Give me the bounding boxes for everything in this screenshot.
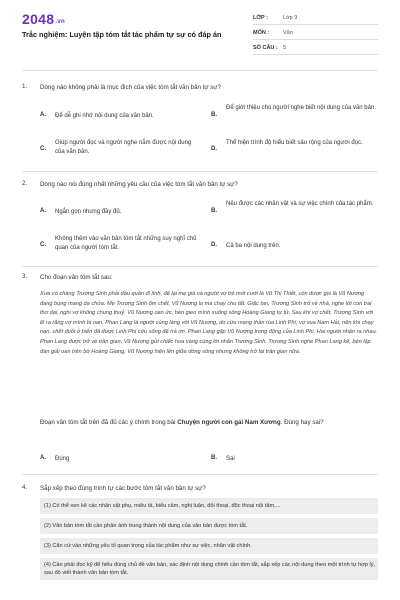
meta-label: LỚP : bbox=[253, 15, 268, 21]
option-a[interactable]: Để dễ ghi nhớ nội dung của văn bản. bbox=[55, 113, 154, 119]
followup-text: Đoạn văn tóm tắt trên đã đủ các ý chính trong bài bbox=[40, 419, 178, 426]
meta-row-subject bbox=[253, 27, 378, 40]
summary-passage: Xưa có chàng Trương Sinh phải đầu quân đi lính, để lại mẹ già và người vợ trẻ mới cưới là Vũ Thị Thiết, còn được gọi là Vũ Nương đang bụng mang dạ chửa. Mẹ Trương Sinh ốm chết, Vũ Nương lo ma chay chu tất. Giặc tan, Trương Sinh trở về nhà, nghe lời con trai thơ dại, nghi vợ không chung thuỷ. Vũ Nương oan ức, bèn gieo mình xuống sông Hoàng Giang tự tử. Sau khi vợ chết, Trương Sinh với lẽ ra rằng vợ mình bị oan. Phan Lang là người cùng làng với Vũ Nương, do cứu mạng thần rùa Linh Phi, vợ vua Nam Hải, nên khi chạy nạn, chết đuối ở biển đã được Linh Phi cứu sống để trả ơn. Phan Lang gặp Vũ Nương trong động của Linh Phi. Hai người nhận ra nhau. Phan Lang được trở về trần gian, Vũ Nương gửi chiếc hoa vàng cùng lời nhắn Trương Sinh. Trương Sinh nghe Phan Lang kể, bèn lập đàn giải oan trên bờ Hoàng Giang, Vũ Nương hiện lên giữa dòng sông nhưng không trở lại trần gian nữa. bbox=[40, 291, 378, 355]
divider bbox=[22, 70, 378, 71]
page-title: Trắc nghiệm: Luyện tập tóm tắt tác phẩm tự sự có đáp án bbox=[22, 30, 222, 39]
question-number: 3. bbox=[22, 273, 28, 280]
order-item-3[interactable]: (3) Căn cứ vào những yếu tố quan trọng của tác phẩm như sự việc, nhân vật chính. bbox=[40, 538, 378, 554]
option-letter: B. bbox=[211, 112, 217, 118]
option-d[interactable]: Cả ba nội dung trên. bbox=[226, 243, 281, 249]
meta-label: SỐ CÂU : bbox=[253, 45, 278, 51]
question-text: Dòng nào không phải là mục đích của việc tóm tắt văn bản tự sự? bbox=[40, 84, 221, 91]
option-d[interactable]: Thể hiện trình độ hiểu biết sâu rộng của người đọc. bbox=[226, 140, 363, 146]
option-letter: A. bbox=[40, 455, 46, 461]
option-c[interactable]: Không thêm vào văn bản tóm tắt những suy nghĩ chủ quan của người tóm tắt. bbox=[55, 236, 197, 251]
divider bbox=[22, 474, 378, 475]
logo-text: 2048 bbox=[22, 11, 55, 27]
header bbox=[0, 0, 400, 62]
meta-value: Lớp 9 bbox=[283, 15, 298, 21]
option-b[interactable]: Để giới thiệu cho người nghe biết nội dung của văn bản. bbox=[226, 105, 376, 111]
meta-value: 5 bbox=[283, 45, 287, 51]
question-followup bbox=[40, 418, 378, 427]
logo-suffix: .vn bbox=[55, 19, 65, 25]
order-item-1[interactable]: (1) Có thể xen kẽ các nhân vật phụ, miêu tả, biểu cảm, nghị luận, đối thoại, độc thoại nội tâm,... bbox=[40, 498, 378, 514]
option-letter: A. bbox=[40, 208, 46, 214]
option-letter: B. bbox=[211, 208, 217, 214]
meta-row-count bbox=[253, 42, 378, 55]
option-letter: A. bbox=[40, 112, 46, 118]
option-letter: C. bbox=[40, 242, 46, 248]
question-number: 4. bbox=[22, 484, 28, 491]
question-number: 1. bbox=[22, 83, 28, 90]
question-number: 2. bbox=[22, 180, 28, 187]
option-letter: D. bbox=[211, 242, 217, 248]
option-letter: B. bbox=[211, 455, 217, 461]
meta-row-class bbox=[253, 12, 378, 25]
option-a[interactable]: Ngắn gọn nhưng đầy đủ. bbox=[55, 209, 122, 215]
option-letter: D. bbox=[211, 146, 217, 152]
divider bbox=[22, 171, 378, 172]
work-title: Chuyện người con gái Nam Xương bbox=[177, 419, 281, 426]
option-letter: C. bbox=[40, 146, 46, 152]
site-logo[interactable] bbox=[22, 11, 65, 27]
option-b[interactable]: Sai bbox=[226, 456, 235, 462]
order-item-4[interactable]: (4) Cần phải đọc kỹ để hiểu đúng chủ đề văn bản, xác định nội dung chính cần tóm tắt, sắp xếp các nội dung theo một trình tự hợp lý, sau đó viết thành văn bản tóm tắt. bbox=[40, 558, 378, 580]
option-b[interactable]: Nêu được các nhân vật và sự việc chính của tác phẩm. bbox=[226, 201, 374, 207]
question-text: Dòng nào nói đúng nhất những yêu cầu của việc tóm tắt văn bản tự sự? bbox=[40, 181, 238, 188]
question-text: Cho đoạn văn tóm tắt sau: bbox=[40, 274, 113, 281]
followup-text-end: . Đúng hay sai? bbox=[280, 419, 324, 426]
question-text: Sắp xếp theo đúng trình tự các bước tóm tắt văn bản tự sự? bbox=[40, 485, 206, 492]
order-item-2[interactable]: (2) Văn bản tóm tắt cần phản ánh trung thành nội dung của văn bản được tóm tắt. bbox=[40, 518, 378, 534]
meta-panel bbox=[253, 12, 378, 57]
meta-value: Văn bbox=[283, 30, 293, 36]
divider bbox=[22, 266, 378, 267]
option-a[interactable]: Đúng bbox=[55, 456, 70, 462]
option-c[interactable]: Giúp người đọc và người nghe nắm được nội dung của văn bản. bbox=[55, 140, 192, 155]
meta-label: MÔN : bbox=[253, 30, 270, 36]
